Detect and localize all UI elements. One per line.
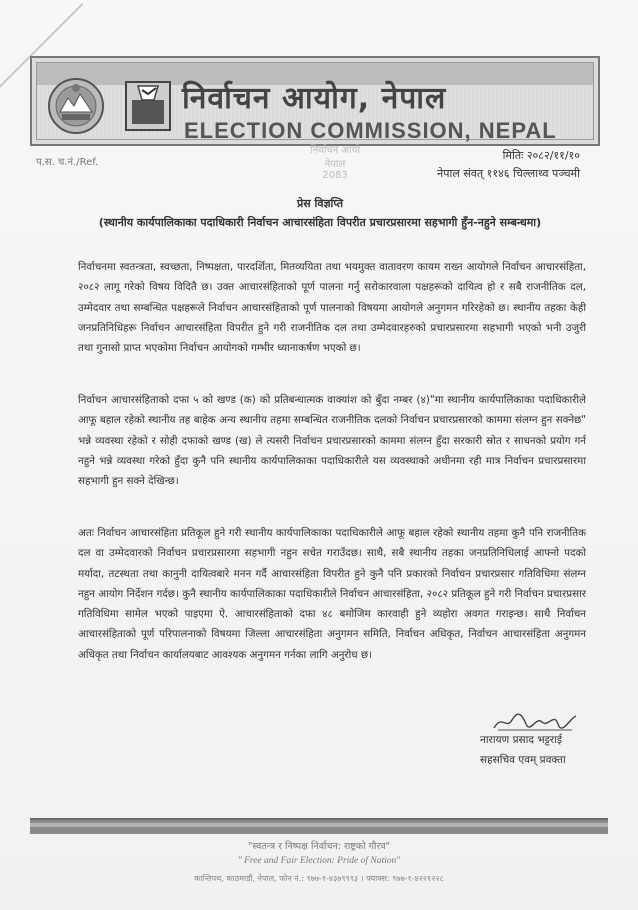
nepal-samvat-line: नेपाल संवत् ११४६ चिल्लाथ्व पञ्चमी bbox=[437, 167, 580, 180]
stamp-top-text: निर्वाचन आयो bbox=[310, 145, 360, 156]
reference-label: प.स. च.नं./Ref. bbox=[36, 157, 99, 168]
body-paragraph-2: निर्वाचन आचारसंहिताको दफा ५ को खण्ड (क) को प्रतिबन्धात्मक वाक्यांश को बुँदा नम्बर (४)"मा स्थानीय कार्यपालिकाका पदाधिकारीले आफू बहाल रहेको स्थानीय तह बाहेक अन्य स्थानीय तहमा सम्बन्धित राजनीतिक दलको निर्वाचन प्रचारप्रसारको काममा संलग्न हुन सक्नेछ" भन्ने व्यवस्था रहेको र सोही दफाको खण्ड (ख) ले त्यसरी निर्वाचन प्रचारप्रसारको काममा संलग्न हुँदा सरकारी स्रोत र साधनको प्रयोग गर्न नहुने भन्ने व्यवस्था गरेको हुँदा कुनै पनि स्थानीय कार्यपालिकाका पदाधिकारीले यस व्यवस्थाको अधीनमा रही मात्र निर्वाचन प्रचारप्रसारमा सहभागी हुन सक्ने देखिन्छ। bbox=[78, 394, 586, 488]
footer-stripe bbox=[30, 823, 608, 827]
signatory-title: सहसचिव एवम् प्रवक्ता bbox=[480, 754, 566, 766]
ballot-box-icon bbox=[124, 80, 172, 132]
press-release-subtitle: (स्थानीय कार्यपालिकाका पदाधिकारी निर्वाचन आचारसंहिता विपरीत प्रचारप्रसारमा सहभागी हुँन-नहुने सम्बन्धमा) bbox=[98, 216, 542, 229]
date-line: मितिः २०८२/११/१० bbox=[502, 149, 580, 162]
footer-motto-english: " Free and Fair Election: Pride of Nation" bbox=[237, 856, 401, 866]
body-paragraph-1: निर्वाचनमा स्वतन्त्रता, स्वच्छता, निष्पक्षता, पारदर्शिता, मितव्ययिता तथा भयमुक्त वातावरण कायम राख्न आयोगले निर्वाचन आचारसंहिता, २०८२ लागू गरेको विषय विदितै छ। उक्त आचारसंहिताको पूर्ण पालना गर्नु सरोकारवाला पक्षहरूको दायित्व हो र सबै राजनीतिक दल, उम्मेदवार तथा सम्बन्धित पक्षहरूले निर्वाचन आचारसंहिताको पूर्ण पालनाको विषयमा आयोगले अनुगमन गरिरहेको छ। स्थानीय तहका केही जनप्रतिनिधिहरू निर्वाचन आचारसंहिता विपरीत हुने गरी राजनीतिक दल तथा उम्मेदवारहरुको प्रचारप्रसारमा सहभागी भएको भनी उजुरी तथा गुनासो प्राप्त भएकोमा निर्वाचन आयोगको गम्भीर ध्यानाकर्षण भएको छ। bbox=[78, 261, 586, 355]
letterhead bbox=[30, 56, 600, 146]
faded-stamp bbox=[290, 140, 380, 188]
body-paragraph-3: अतः निर्वाचन आचारसंहिता प्रतिकूल हुने गरी स्थानीय कार्यपालिकाका पदाधिकारीले आफू बहाल रहेको स्थानीय तहमा कुनै पनि राजनीतिक दल वा उम्मेदवारको निर्वाचन प्रचारप्रसारमा सहभागी नहुन सचेत गराउँदछ। साथै, सबै स्थानीय तहका जनप्रतिनिधिलाई आफ्नो पदको मर्यादा, तटस्थता तथा कानुनी दायित्वबारे मनन गर्दै आचारसंहिता विपरीत हुने कुनै पनि प्रकारको निर्वाचन प्रचारप्रसार गतिविधिमा संलग्न नहुन आयोग निर्देशन गर्दछ। कुनै स्थानीय कार्यपालिकाका पदाधिकारीले निर्वाचन आचारसंहिता, २०८२ प्रतिकूल हुने गरी निर्वाचन प्रचारप्रसार गतिविधिमा सामेल भएको पाइएमा ऐ. आचारसंहिताको दफा ४८ बमोजिम कारवाही हुने व्यहोरा अवगत गराइन्छ। साथै निर्वाचन आचारसंहिताको पूर्ण परिपालनाको विषयमा जिल्ला आचारसंहिता अनुगमन समिति, निर्वाचन अधिकृत, निर्वाचन आचारसंहिता अनुगमन अधिकृत तथा निर्वाचन कार्यालयबाट आवश्यक अनुगमन गर्नका लागि अनुरोध छ। bbox=[78, 527, 586, 661]
commission-title-nepali: निर्वाचन आयोग, नेपाल bbox=[182, 81, 447, 116]
signatory-name: नारायण प्रसाद भट्टराई bbox=[480, 734, 562, 746]
press-release-heading bbox=[50, 194, 590, 232]
footer-address: कान्तिपथ, काठमाडौं, नेपाल, फोन नं.: ९७७-१-४३७९९९३ । फ्याक्स: ९७७-१-४२२१२२८ bbox=[194, 874, 444, 883]
stamp-mid-text: नेपाल bbox=[324, 159, 346, 170]
signatory-block bbox=[480, 730, 566, 770]
date-block bbox=[437, 147, 580, 183]
press-release-title: प्रेस विज्ञप्ति bbox=[296, 197, 344, 210]
footer-motto-nepali: "स्वतन्त्र र निष्पक्ष निर्वाचन: राष्ट्रको गौरव" bbox=[247, 841, 391, 852]
nepal-emblem-icon bbox=[46, 76, 106, 136]
stamp-year-text: 2083 bbox=[322, 170, 348, 181]
commission-title-english: ELECTION COMMISSION, NEPAL bbox=[184, 118, 557, 143]
footer-band bbox=[30, 818, 608, 834]
